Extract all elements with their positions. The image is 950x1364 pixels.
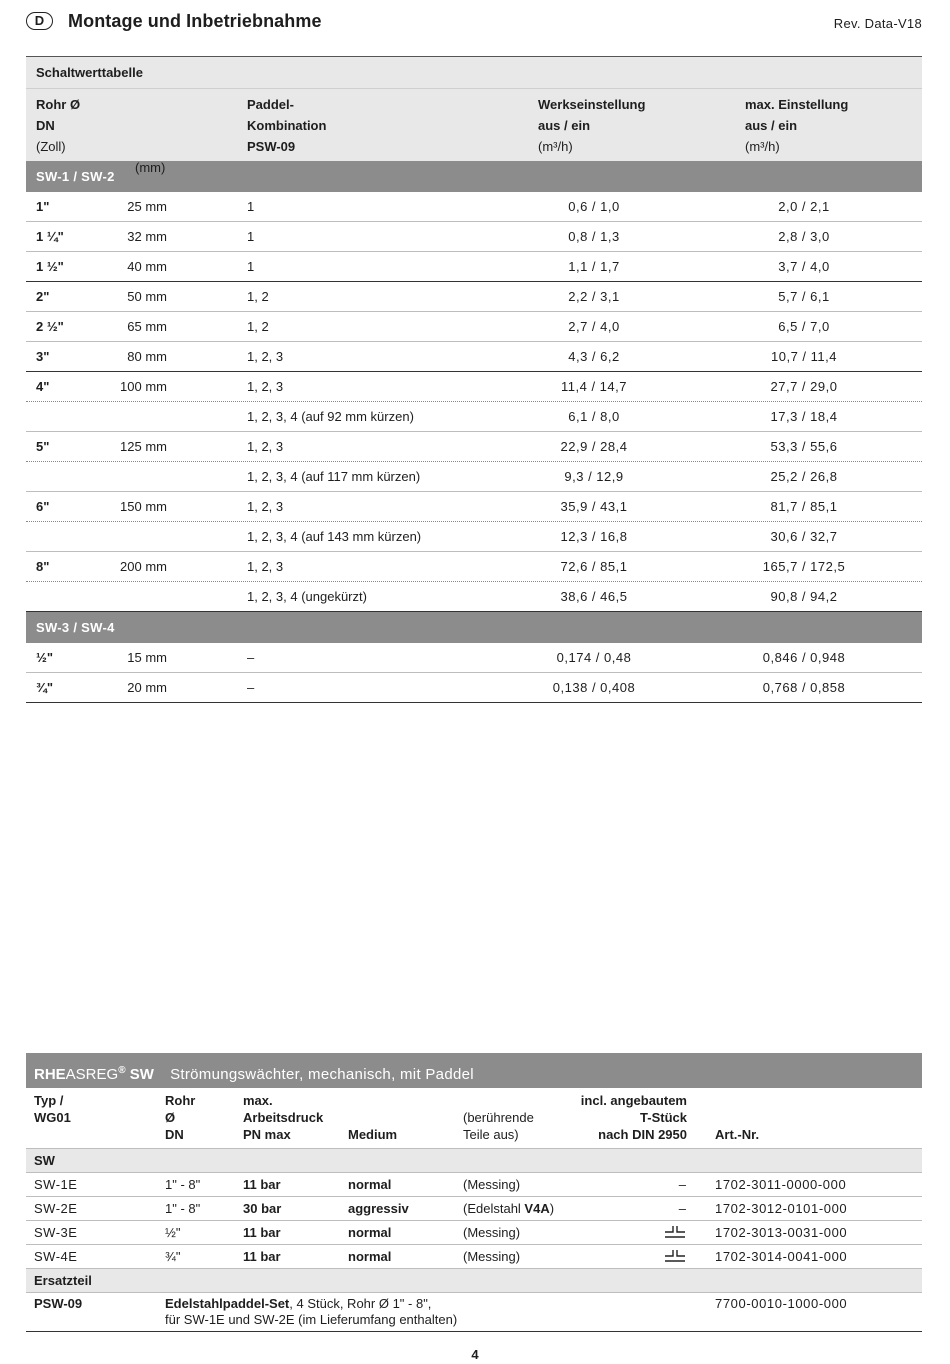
brand-model: SW xyxy=(129,1066,154,1083)
cell-max-einstellung: 3,7 / 4,0 xyxy=(778,259,830,274)
table-row xyxy=(26,492,922,522)
cell-zoll: 1 ½" xyxy=(36,259,64,274)
cell-max-einstellung: 27,7 / 29,0 xyxy=(770,379,838,394)
ber-bold: V4A xyxy=(524,1201,550,1216)
header-max-line1: max. Einstellung xyxy=(745,97,849,112)
cell-mm: 125 mm xyxy=(120,439,167,454)
ber-post: ) xyxy=(549,1201,555,1216)
cell-zoll: 5" xyxy=(36,439,50,454)
cell-max-einstellung: 90,8 / 94,2 xyxy=(770,589,838,604)
header-ber-line1: (berührende xyxy=(463,1110,534,1125)
cell-werkseinstellung: 38,6 / 46,5 xyxy=(560,589,628,604)
brand-thin: ASREG xyxy=(65,1066,119,1083)
cell-max-einstellung: 0,846 / 0,948 xyxy=(762,650,846,665)
cell-pn: 11 bar xyxy=(243,1225,281,1240)
spare-desc-line2: für SW-1E und SW-2E (im Lieferumfang enthalten) xyxy=(165,1312,458,1327)
ber-text: (Edelstahl xyxy=(463,1201,525,1216)
cell-paddel: 1 xyxy=(247,229,255,244)
table-body xyxy=(26,161,922,703)
cell-tstueck xyxy=(646,1245,686,1269)
header-rohr2-line1: Rohr xyxy=(165,1093,196,1108)
cell-max-einstellung: 5,7 / 6,1 xyxy=(778,289,830,304)
cell-paddel: 1, 2 xyxy=(247,289,269,304)
group-sw: SW xyxy=(26,1148,922,1172)
cell-paddel: 1, 2, 3 xyxy=(247,379,284,394)
cell-max-einstellung: 25,2 / 26,8 xyxy=(770,469,838,484)
spare-desc-bold: Edelstahlpaddel-Set xyxy=(165,1296,290,1311)
cell-typ: SW-3E xyxy=(34,1225,78,1240)
cell-paddel: 1 xyxy=(247,259,255,274)
header-tstueck xyxy=(566,1092,687,1143)
cell-max-einstellung: 165,7 / 172,5 xyxy=(762,559,846,574)
table-row xyxy=(26,192,922,222)
section-header: SW-1 / SW-2 xyxy=(26,161,922,192)
cell-paddel: 1, 2, 3 xyxy=(247,559,284,574)
cell-pn: 30 bar xyxy=(243,1201,282,1216)
cell-beruehrend xyxy=(463,1173,520,1197)
cell-medium: normal xyxy=(348,1249,392,1264)
cell-tstueck xyxy=(646,1221,686,1245)
cell-mm: 20 mm xyxy=(127,680,167,695)
cell-werkseinstellung: 0,8 / 1,3 xyxy=(568,229,620,244)
product-subtitle: Strömungswächter, mechanisch, mit Paddel xyxy=(170,1066,474,1083)
cell-max-einstellung: 10,7 / 11,4 xyxy=(771,349,837,364)
product-table-title xyxy=(26,1053,922,1088)
cell-max-einstellung: 0,768 / 0,858 xyxy=(762,680,846,695)
header-werkseinstellung xyxy=(538,94,645,157)
cell-mm: 100 mm xyxy=(120,379,167,394)
cell-werkseinstellung: 2,2 / 3,1 xyxy=(568,289,620,304)
cell-paddel: 1, 2, 3 xyxy=(247,349,284,364)
cell-rohr: ½" xyxy=(165,1225,181,1240)
cell-mm: 150 mm xyxy=(120,499,167,514)
cell-max-einstellung: 17,3 / 18,4 xyxy=(770,409,838,424)
header-beruehrend xyxy=(463,1109,534,1143)
cell-zoll: 2 ½" xyxy=(36,319,64,334)
table-row xyxy=(26,582,922,612)
cell-medium: normal xyxy=(348,1225,392,1240)
cell-tstueck: – xyxy=(678,1201,686,1216)
header-werk-line2: aus / ein xyxy=(538,118,591,133)
header-rohr-line2: DN xyxy=(36,118,55,133)
revision-label: Rev. Data-V18 xyxy=(833,16,922,31)
ber-text: (Messing) xyxy=(463,1225,521,1240)
table-row xyxy=(26,643,922,673)
header-rohr2 xyxy=(165,1092,195,1143)
tee-fitting-icon xyxy=(664,1225,686,1239)
product-rows xyxy=(26,1172,922,1268)
table-row xyxy=(26,673,922,703)
cell-werkseinstellung: 72,6 / 85,1 xyxy=(560,559,628,574)
header-rohr2-line3: DN xyxy=(165,1127,184,1142)
cell-max-einstellung: 53,3 / 55,6 xyxy=(770,439,838,454)
header-paddel xyxy=(247,94,326,157)
header-tstueck-line1: incl. angebautem xyxy=(580,1093,687,1108)
cell-werkseinstellung: 0,174 / 0,48 xyxy=(556,650,632,665)
product-table-header xyxy=(26,1088,922,1148)
header-paddel-line1: Paddel- xyxy=(247,97,294,112)
cell-beruehrend xyxy=(463,1245,520,1269)
cell-zoll: 4" xyxy=(36,379,50,394)
cell-zoll: 3" xyxy=(36,349,50,364)
cell-tstueck: – xyxy=(678,1177,686,1192)
ber-text: (Messing) xyxy=(463,1177,521,1192)
cell-zoll: 2" xyxy=(36,289,50,304)
table-row xyxy=(26,402,922,432)
cell-werkseinstellung: 0,138 / 0,408 xyxy=(552,680,636,695)
section-header: SW-3 / SW-4 xyxy=(26,612,922,643)
cell-max-einstellung: 2,0 / 2,1 xyxy=(778,199,830,214)
cell-werkseinstellung: 1,1 / 1,7 xyxy=(568,259,620,274)
header-werk-line1: Werkseinstellung xyxy=(538,97,646,112)
header-max-unit: (m³/h) xyxy=(745,139,780,154)
header-artnr: Art.-Nr. xyxy=(715,1127,760,1142)
header-tstueck-line2: T-Stück xyxy=(640,1110,687,1125)
table-row xyxy=(26,222,922,252)
spare-typ: PSW-09 xyxy=(34,1296,83,1311)
product-row xyxy=(26,1196,922,1220)
cell-mm: 15 mm xyxy=(127,650,167,665)
cell-werkseinstellung: 22,9 / 28,4 xyxy=(560,439,628,454)
header-typ-line2: WG01 xyxy=(34,1110,71,1125)
cell-beruehrend xyxy=(463,1221,520,1245)
cell-mm: 80 mm xyxy=(127,349,167,364)
page-number: 4 xyxy=(471,1347,479,1362)
registered-mark: ® xyxy=(118,1065,126,1076)
header-paddel-line2: Kombination xyxy=(247,118,327,133)
cell-paddel: – xyxy=(247,650,255,665)
cell-mm: 32 mm xyxy=(127,229,167,244)
product-row xyxy=(26,1172,922,1196)
page-header xyxy=(26,10,922,38)
cell-paddel: 1 xyxy=(247,199,255,214)
table-row xyxy=(26,282,922,312)
header-max-line2: aus / ein xyxy=(745,118,798,133)
cell-artnr: 1702-3011-0000-000 xyxy=(715,1177,847,1192)
header-pn-line3: PN max xyxy=(243,1127,291,1142)
header-rohr2-line2: Ø xyxy=(165,1110,176,1125)
cell-max-einstellung: 2,8 / 3,0 xyxy=(778,229,830,244)
cell-paddel: 1, 2, 3, 4 (auf 143 mm kürzen) xyxy=(247,529,422,544)
tee-fitting-icon xyxy=(664,1249,686,1263)
header-rohr-unit-mm: (mm) xyxy=(135,160,166,175)
cell-mm: 25 mm xyxy=(127,199,167,214)
table-row xyxy=(26,312,922,342)
cell-werkseinstellung: 6,1 / 8,0 xyxy=(568,409,620,424)
cell-werkseinstellung: 12,3 / 16,8 xyxy=(560,529,628,544)
cell-mm: 200 mm xyxy=(120,559,167,574)
cell-zoll: 1 ¼" xyxy=(36,229,64,244)
table-row xyxy=(26,462,922,492)
cell-paddel: 1, 2, 3, 4 (auf 117 mm kürzen) xyxy=(247,469,421,484)
schaltwert-table xyxy=(26,56,922,703)
cell-werkseinstellung: 9,3 / 12,9 xyxy=(564,469,624,484)
page-title: Montage und Inbetriebnahme xyxy=(68,11,322,31)
header-max-einstellung xyxy=(745,94,848,157)
table-caption: Schaltwerttabelle xyxy=(26,57,922,88)
header-typ xyxy=(34,1092,71,1126)
cell-medium: normal xyxy=(348,1177,392,1192)
header-tstueck-line3: nach DIN 2950 xyxy=(598,1127,687,1142)
cell-werkseinstellung: 2,7 / 4,0 xyxy=(568,319,620,334)
cell-paddel: 1, 2, 3, 4 (ungekürzt) xyxy=(247,589,367,604)
cell-pn: 11 bar xyxy=(243,1177,281,1192)
table-row xyxy=(26,552,922,582)
header-medium: Medium xyxy=(348,1127,398,1142)
cell-paddel: – xyxy=(247,680,255,695)
cell-artnr: 1702-3014-0041-000 xyxy=(715,1249,848,1264)
header-rohr-unit-zoll: (Zoll) xyxy=(36,139,66,154)
header-pn-line1: max. xyxy=(243,1093,273,1108)
cell-zoll: 1" xyxy=(36,199,50,214)
cell-werkseinstellung: 4,3 / 6,2 xyxy=(568,349,620,364)
header-paddel-line3: PSW-09 xyxy=(247,139,296,154)
cell-mm: 40 mm xyxy=(127,259,167,274)
cell-rohr: 1" - 8" xyxy=(165,1201,201,1216)
header-ber-line2: Teile aus) xyxy=(463,1127,519,1142)
cell-zoll: ½" xyxy=(36,650,54,665)
cell-max-einstellung: 6,5 / 7,0 xyxy=(778,319,830,334)
table-row xyxy=(26,342,922,372)
cell-max-einstellung: 30,6 / 32,7 xyxy=(770,529,838,544)
table-row xyxy=(26,372,922,402)
table-header xyxy=(26,88,922,175)
cell-paddel: 1, 2, 3 xyxy=(247,439,284,454)
cell-werkseinstellung: 35,9 / 43,1 xyxy=(560,499,628,514)
brand-bold: RHE xyxy=(34,1066,66,1083)
spare-description xyxy=(165,1296,457,1328)
table-row xyxy=(26,522,922,552)
cell-zoll: 6" xyxy=(36,499,50,514)
group-ersatzteil: Ersatzteil xyxy=(26,1268,922,1292)
cell-werkseinstellung: 0,6 / 1,0 xyxy=(568,199,620,214)
header-werk-unit: (m³/h) xyxy=(538,139,573,154)
header-rohr xyxy=(36,94,80,157)
cell-zoll: ¾" xyxy=(36,680,54,695)
cell-max-einstellung: 81,7 / 85,1 xyxy=(770,499,838,514)
product-row xyxy=(26,1244,922,1268)
language-badge: D xyxy=(26,12,53,30)
table-row xyxy=(26,252,922,282)
header-typ-line1: Typ / xyxy=(34,1093,64,1108)
cell-mm: 50 mm xyxy=(127,289,167,304)
cell-werkseinstellung: 11,4 / 14,7 xyxy=(561,379,627,394)
cell-rohr: ¾" xyxy=(165,1249,181,1264)
header-rohr-line1: Rohr Ø xyxy=(36,97,81,112)
cell-beruehrend xyxy=(463,1197,554,1221)
cell-mm: 65 mm xyxy=(127,319,167,334)
cell-medium: aggressiv xyxy=(348,1201,409,1216)
cell-typ: SW-2E xyxy=(34,1201,78,1216)
cell-rohr: 1" - 8" xyxy=(165,1177,201,1192)
spare-part-row xyxy=(26,1292,922,1332)
cell-zoll: 8" xyxy=(36,559,50,574)
ber-text: (Messing) xyxy=(463,1249,521,1264)
product-row xyxy=(26,1220,922,1244)
spare-artnr: 7700-0010-1000-000 xyxy=(715,1296,848,1311)
spare-desc-rest: , 4 Stück, Rohr Ø 1" - 8", xyxy=(289,1296,432,1311)
cell-paddel: 1, 2 xyxy=(247,319,269,334)
cell-paddel: 1, 2, 3 xyxy=(247,499,284,514)
cell-typ: SW-1E xyxy=(34,1177,78,1192)
cell-paddel: 1, 2, 3, 4 (auf 92 mm kürzen) xyxy=(247,409,414,424)
product-table xyxy=(26,1053,922,1332)
table-row xyxy=(26,432,922,462)
cell-artnr: 1702-3013-0031-000 xyxy=(715,1225,848,1240)
header-pn xyxy=(243,1092,323,1143)
cell-typ: SW-4E xyxy=(34,1249,78,1264)
cell-artnr: 1702-3012-0101-000 xyxy=(715,1201,848,1216)
cell-pn: 11 bar xyxy=(243,1249,281,1264)
header-pn-line2: Arbeitsdruck xyxy=(243,1110,324,1125)
